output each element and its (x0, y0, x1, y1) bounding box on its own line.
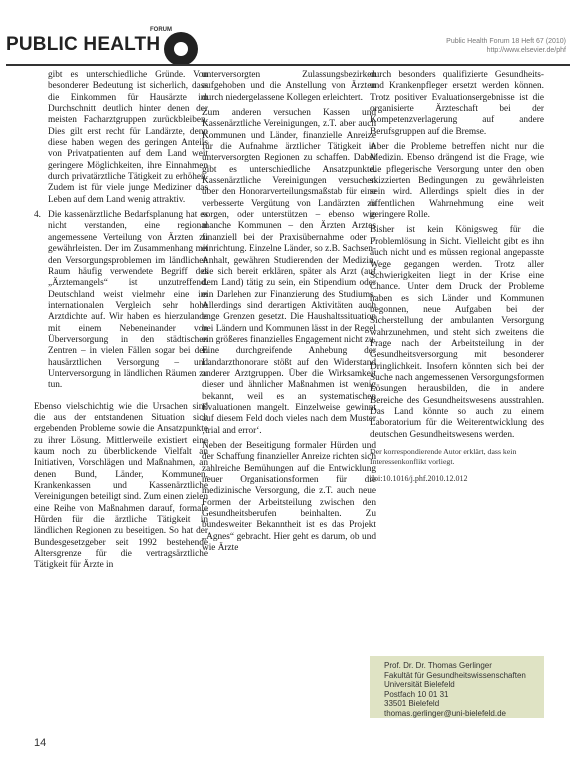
list-item-text: Die kassenärztliche Bedarfsplanung hat es nicht verstanden, eine regional angemessene Verteilung von Ärzten zu gewährleisten. Der im Zusammenhang mit den Versorgungsproblemen im ländlichen Raum häufig verwendete Begriff des „Ärztemangels“ ist unzutreffend. Deutschland weist vielmehr eine im internationalen Vergleich sehr hohe Arztdichte auf. Wir haben es hierzulande mit einem Nebeneinander von Überversorgung in den städtischen Zentren – in vielen Fällen sogar bei den hausärztlichen Versorgung – und Unterversorgung in ländlichen Räumen zu tun. (48, 210, 208, 391)
journal-logo: PUBLIC HEALTH (6, 34, 161, 55)
paragraph: unterversorgten Zulassungsbezirken aufgehoben und die Anstellung von Ärzten durch niedergelassene Kollegen erleichtert. (202, 70, 376, 103)
journal-issue-line: Public Health Forum 18 Heft 67 (2010) (446, 38, 566, 45)
paragraph: Bisher ist kein Königsweg für die Problemlösung in Sicht. Vielleicht gibt es ihn auch nicht und es müssen regional angepasste Wege gegangen werden. Trotz aller Schwierigkeiten liegt in der Krise eine Chance. Unter dem Druck der Probleme haben es sich Länder und Kommunen begonnen, neue Aufgaben bei der Sicherstellung der ambulanten Versorgung wahrzunehmen, und steht sich zweitens die Frage nach der Arbeitsteilung in der Gesundheitsversorgung mit besonderer Dringlichkeit. Insofern könnten sich bei der Suche nach angemessenen Versorgungsformen Lösungen herausbilden, die in andere Bereiche des Gesundheitswesens ausstrahlen. Das Land könnte so auch zu einem Laboratorium für die Weiterentwicklung des deutschen Gesundheitswesens werden. (370, 225, 544, 440)
text-column-2 (202, 70, 376, 558)
numbered-list-item (34, 210, 208, 392)
author-city: 33501 Bielefeld (384, 699, 440, 709)
author-address-box (370, 656, 544, 718)
author-email-link[interactable]: thomas.gerlinger@uni-bielefeld.de (384, 708, 506, 718)
paragraph: gibt es unterschiedliche Gründe. Von besonderer Bedeutung ist sicherlich, dass die Einkommen für Hausärzte im Durchschnitt deutlich hinter denen der meisten Facharztgruppen zurückbleiben. Dies gilt erst recht für Landärzte, denn diese haben wegen des geringen Anteils von Privatpatienten auf dem Land weit geringere Möglichkeiten, ihre Einnahmen durch privatärztliche Tätigkeit zu erhöhen. Zudem ist für viele junge Mediziner das Leben auf dem Land wenig attraktiv. (48, 70, 208, 205)
doi-link[interactable]: doi:10.1016/j.phf.2010.12.012 (370, 473, 468, 483)
author-name: Prof. Dr. Dr. Thomas Gerlinger (384, 661, 492, 670)
paragraph: Ebenso vielschichtig wie die Ursachen sind die aus der entstandenen Situation sich ergebenden Probleme sowie die Ansatzpunkte zu ihrer Lösung. Mittlerweile existiert eine kaum noch zu überblickende Vielfalt an Initiativen, Vorschlägen und Maßnahmen, an denen Bund, Länder, Kommunen, Krankenkassen und Kassenärztliche Vereinigungen beteiligt sind. Zum einen zielen eine Reihe von Maßnahmen darauf, formale Hürden für die ärztliche Tätigkeit in ländlichen Regionen zu beseitigen. So hat der Bundesgesetzgeber seit 1992 bestehende Altersgrenze für die vertragsärztliche Tätigkeit für Ärzte in (34, 401, 209, 571)
brand-forum-label: FORUM (150, 27, 172, 33)
author-postbox: Postfach 10 01 31 (384, 689, 449, 699)
paragraph: durch besonders qualifizierte Gesundheits- und Krankenpfleger ersetzt werden können. Trotz positiver Evaluationsergebnisse ist die organisierte Ärzteschaft bei der Kompetenzverlagerung auf andere Berufsgruppen auf die Bremse. (370, 70, 544, 137)
list-number: 4. (34, 210, 41, 221)
text-column-3 (370, 70, 544, 484)
journal-logo-disc-icon (164, 32, 198, 66)
paragraph: Zum anderen versuchen Kassen und Kassenärztliche Vereinigungen, z.T. aber auch Kommunen und Länder, finanzielle Anreize für die Aufnahme ärztlicher Tätigkeit in unterversorgten Regionen zu schaffen. Dabei gibt es unterschiedliche Ansatzpunkte. Kassenärztliche Vereinigungen versuchen über den Honorarverteilungsmaßstab für eine verbesserte Vergütung von Landärzten zu sorgen, oder unterstützen – ebenso wie manche Kommunen – den Ärzten Arztes finanziell bei der Praxisübernahme oder -einrichtung. Einzelne Länder, so z.B. Sachsen-Anhalt, gewähren Studierenden der Medizin, die sich bereit erklären, später als Arzt (auf dem Land) tätig zu sein, ein Stipendium oder ein Darlehen zur Finanzierung des Studiums. Allerdings sind derartigen Aktivitäten auch enge Grenzen gesetzt. Die Haushaltssituation bei Ländern und Kommunen lässt in der Regel ein größeres finanzielles Engagement nicht zu. Eine durchgreifende Anhebung der Landarzthonorare stößt auf den Widerstand anderer Arztgruppen. Über die Wirksamkeit dieser und ähnlicher Maßnahmen ist wenig bekannt, weil es an systematischen Evaluationen mangelt. Einzelweise gewinnt auf diesem Feld doch vieles nach dem Muster ‚trial and error‘. (202, 108, 376, 436)
author-faculty: Fakultät für Gesundheitswissenschaften (384, 670, 526, 680)
header-rule (6, 64, 570, 66)
masthead (0, 0, 576, 70)
page-number: 14 (34, 737, 47, 749)
paragraph: Aber die Probleme betreffen nicht nur die Medizin. Ebenso drängend ist die Frage, wie die pflegerische Versorgung unter den oben skizzierten Bedingungen zu gewährleisten sein wird. Allerdings spielt dies in der öffentlichen Wahrnehmung eine weit geringere Rolle. (370, 142, 544, 221)
author-university: Universität Bielefeld (384, 680, 455, 690)
text-column-1 (34, 70, 208, 576)
paragraph: Neben der Beseitigung formaler Hürden und der Schaffung finanzieller Anreize richten sich zahlreiche Bemühungen auf die Entwicklung neuer Organisationsformen für die medizinische Versorgung, die z.T. auch neue Formen der Arbeitsteilung zwischen den Gesundheitsberufen beinhalten. Zu bundesweiter Bekanntheit ist es das Projekt „Agnes“ gebracht. Hier geht es darum, ob und wie Ärzte (202, 441, 376, 554)
journal-url[interactable]: http://www.elsevier.de/phf (486, 47, 566, 54)
conflict-of-interest-note: Der korrespondierende Autor erklärt, dass kein Interessenkonflikt vorliegt. (370, 447, 517, 466)
